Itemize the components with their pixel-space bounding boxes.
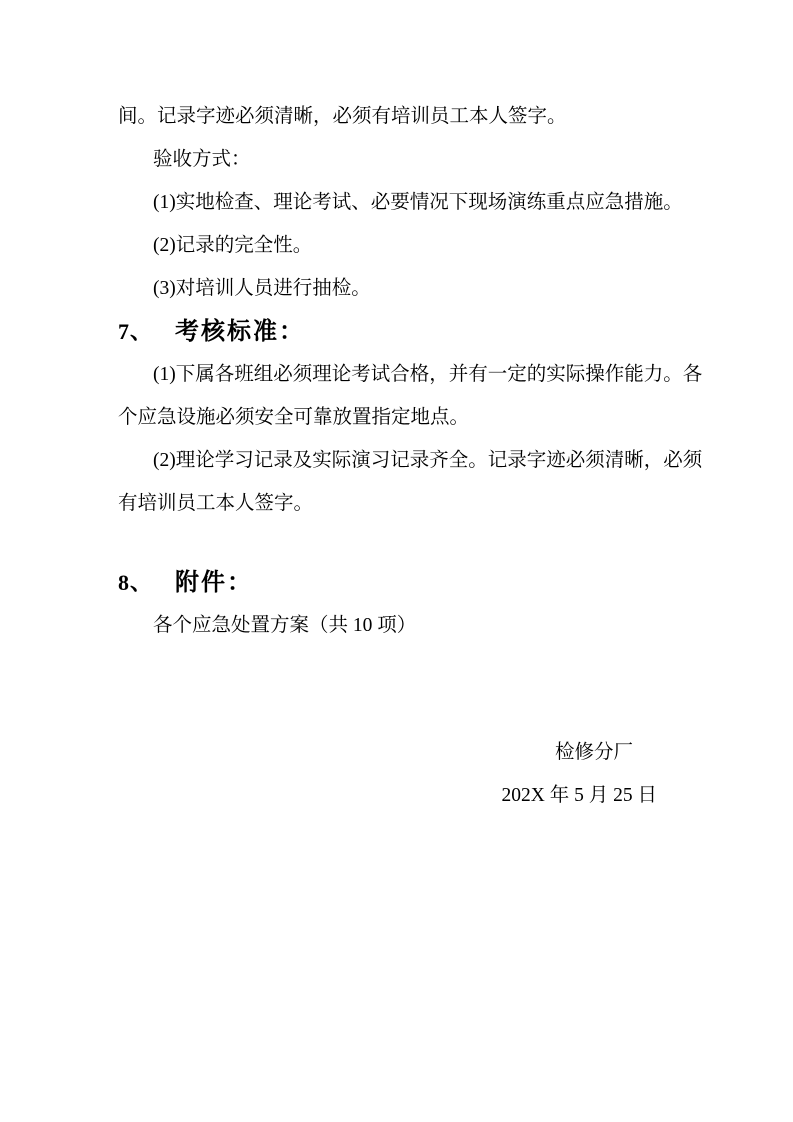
section-8-heading	[118, 561, 705, 604]
paragraph-overflow-line: 间。记录字迹必须清晰，必须有培训员工本人签字。	[118, 106, 567, 127]
attachment-line: 各个应急处置方案（共 10 项）	[153, 615, 417, 636]
signature-block	[118, 731, 705, 817]
acceptance-item-1: (1)实地检查、理论考试、必要情况下现场演练重点应急措施。	[153, 192, 683, 213]
document-body	[118, 95, 705, 817]
section-7-heading	[118, 310, 705, 353]
section-7-item-2-line-2: 有培训员工本人签字。	[118, 493, 314, 514]
section-7-title: 考核标准：	[175, 319, 305, 345]
section-7-item-1-line-2: 个应急设施必须安全可靠放置指定地点。	[118, 407, 470, 428]
section-8-title: 附件：	[175, 570, 253, 596]
acceptance-item-2: (2)记录的完全性。	[153, 235, 313, 256]
section-7-item-1-line-1: (1)下属各班组必须理论考试合格，并有一定的实际操作能力。各	[153, 364, 703, 385]
acceptance-method-label: 验收方式：	[153, 149, 251, 170]
section-7-item-2-line-1: (2)理论学习记录及实际演习记录齐全。记录字迹必须清晰，必须	[153, 450, 703, 471]
acceptance-item-3: (3)对培训人员进行抽检。	[153, 278, 371, 299]
section-7-number: 7、	[118, 319, 154, 344]
signature-date: 202X 年 5 月 25 日	[501, 785, 657, 806]
signature-organization: 检修分厂	[554, 742, 633, 763]
section-8-number: 8、	[118, 570, 154, 595]
